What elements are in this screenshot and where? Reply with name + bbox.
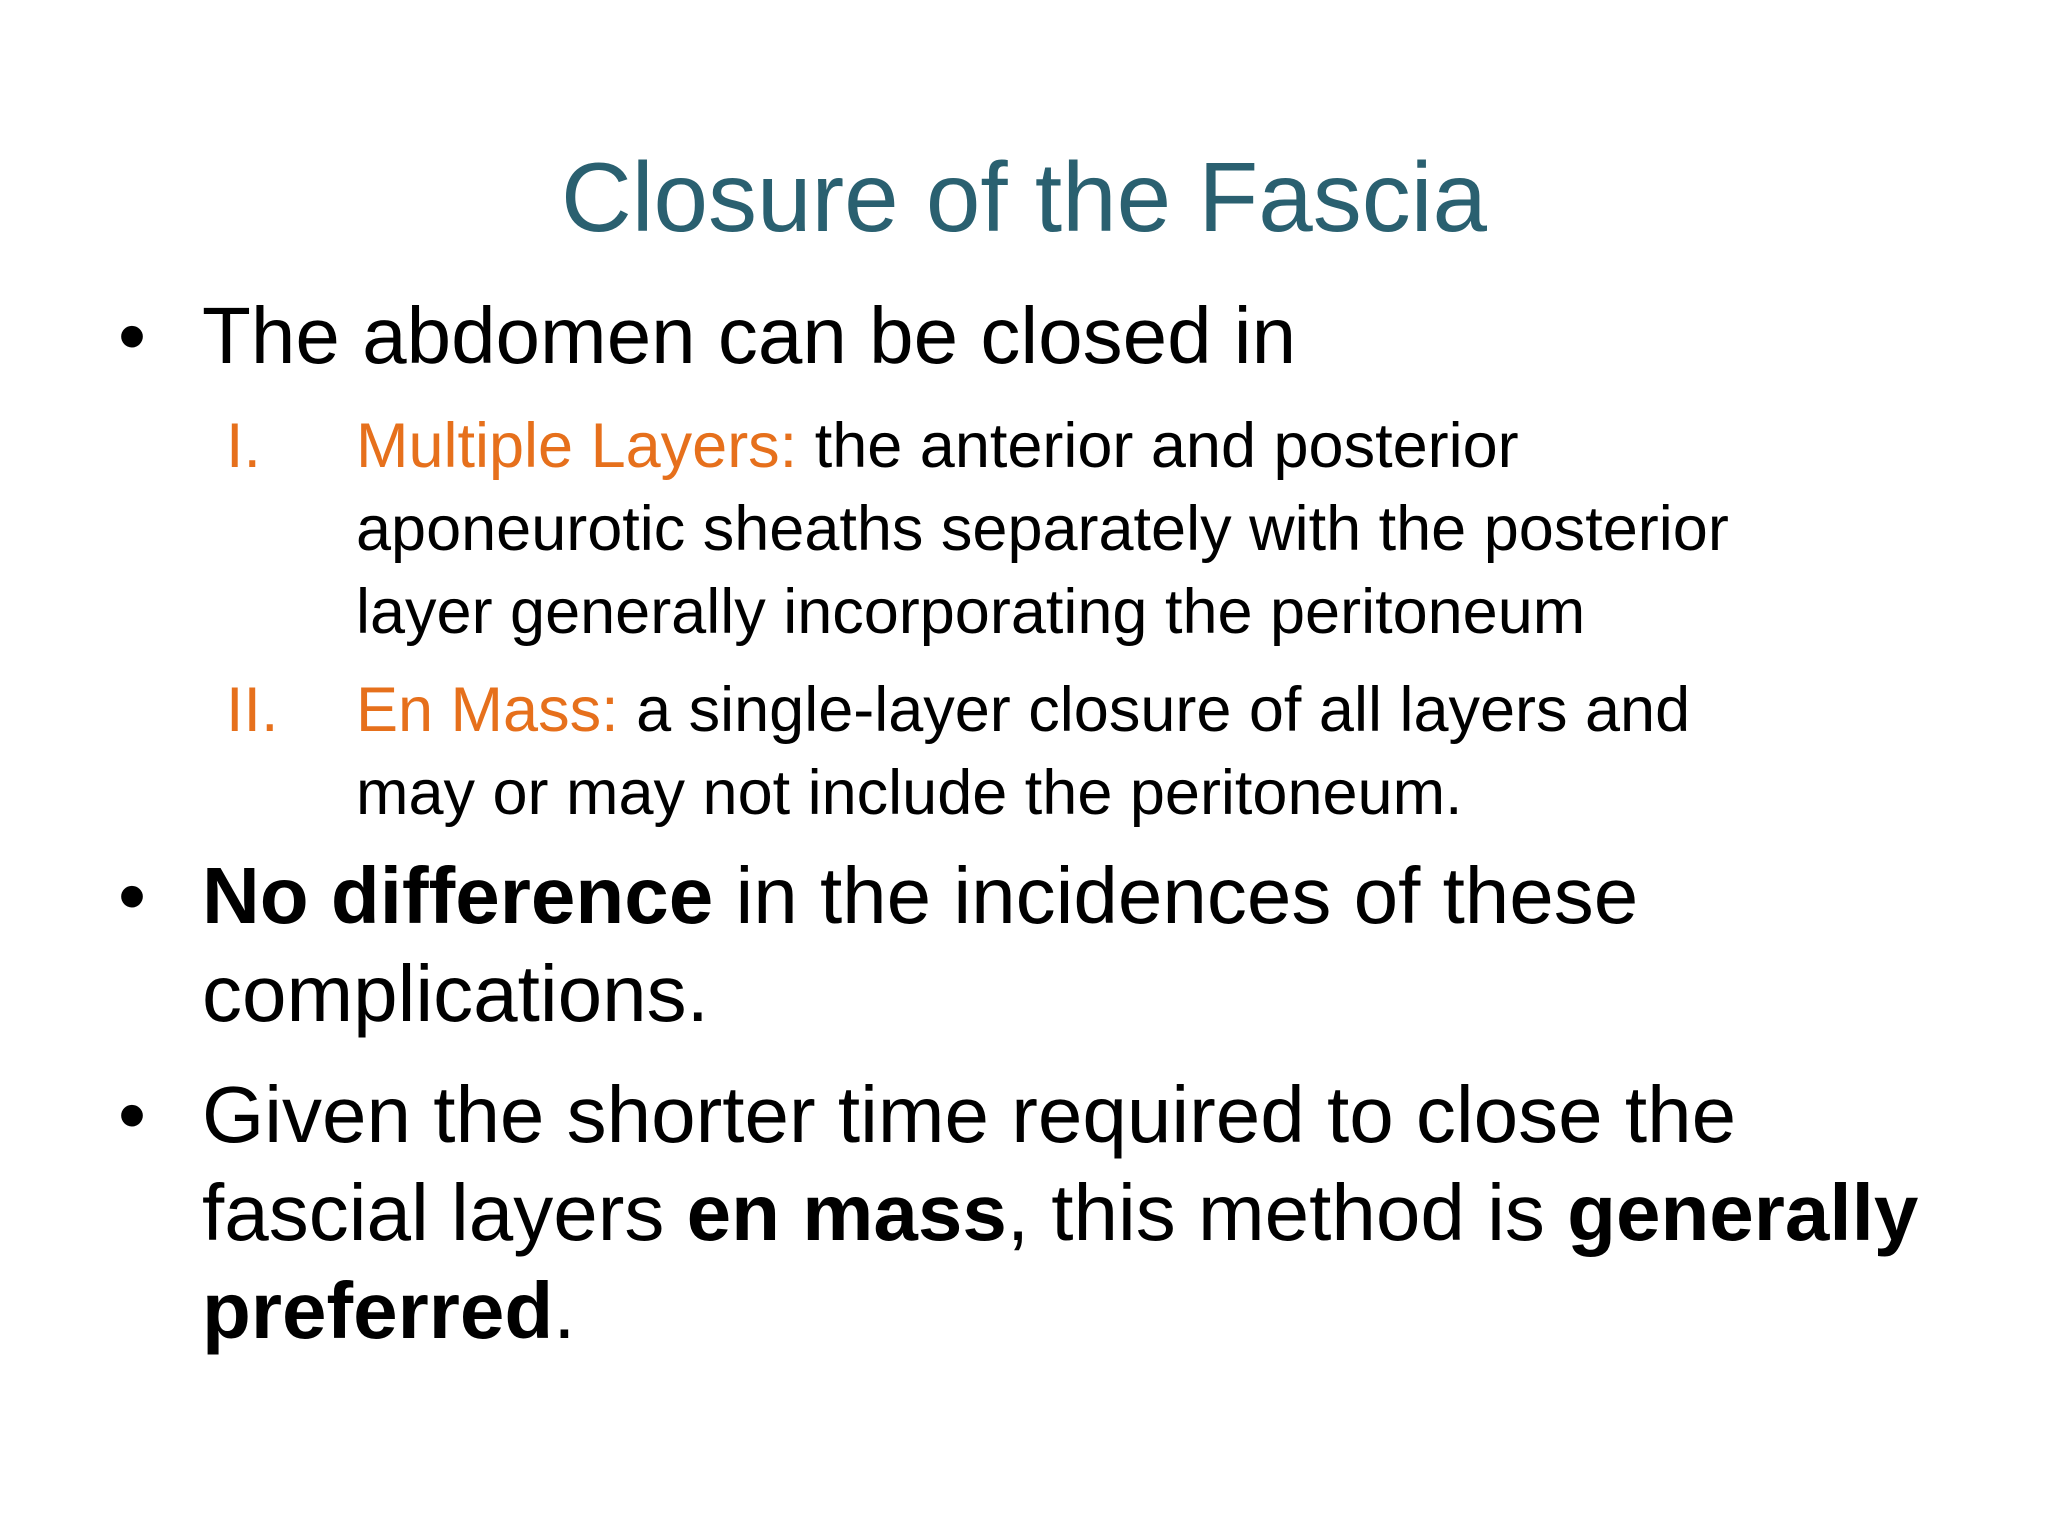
bullet-3-line-3 — [202, 1262, 1982, 1360]
bullet-2-line-1 — [202, 847, 1982, 945]
sub-item-2-line-1 — [356, 669, 1956, 752]
bullet-2-text — [202, 847, 1982, 1043]
sub-item-1-line-1-rest: the anterior and posterior — [814, 411, 1519, 481]
bullet-3-line-2 — [202, 1164, 1982, 1262]
sub-item-1-line-3: layer generally incorporating the peritoneum — [356, 577, 1586, 647]
bullet-3-line-3-end: . — [553, 1266, 576, 1355]
slide-title: Closure of the Fascia — [561, 142, 1487, 252]
bullet-dot: • — [118, 851, 147, 940]
sub-item-2-text — [356, 669, 1956, 835]
sub-item-1-numeral: I. — [226, 411, 262, 481]
bullet-2-bold: No difference — [202, 851, 714, 940]
bullet-3-line-1: Given the shorter time required to close the — [202, 1070, 1737, 1159]
sub-item-1-line-2: aponeurotic sheaths separately with the posterior — [356, 494, 1729, 564]
sub-item-1-term: Multiple Layers: — [356, 411, 798, 481]
sub-item-1-text — [356, 405, 1956, 654]
sub-item-2-numeral: II. — [226, 675, 279, 745]
bullet-dot: • — [118, 1070, 147, 1159]
bullet-3-line-2-a: fascial layers — [202, 1168, 665, 1257]
bullet-1-text: The abdomen can be closed in — [202, 291, 1297, 380]
bullet-2-line-2: complications. — [202, 949, 709, 1038]
bullet-3-text — [202, 1066, 1982, 1360]
sub-item-2-line-2: may or may not include the peritoneum. — [356, 758, 1463, 828]
bullet-3-line-2-b: , this method is — [1006, 1168, 1545, 1257]
bullet-3-bold-en-mass: en mass — [686, 1168, 1007, 1257]
sub-item-2-line-1-rest: a single-layer closure of all layers and — [636, 675, 1691, 745]
bullet-3-bold-preferred: preferred — [202, 1266, 554, 1355]
sub-item-1-line-1 — [356, 405, 1956, 488]
sub-item-2-term: En Mass: — [356, 675, 619, 745]
bullet-dot: • — [118, 291, 147, 380]
bullet-3-bold-generally: generally — [1567, 1168, 1919, 1257]
bullet-2-line-1-rest: in the incidences of these — [735, 851, 1639, 940]
